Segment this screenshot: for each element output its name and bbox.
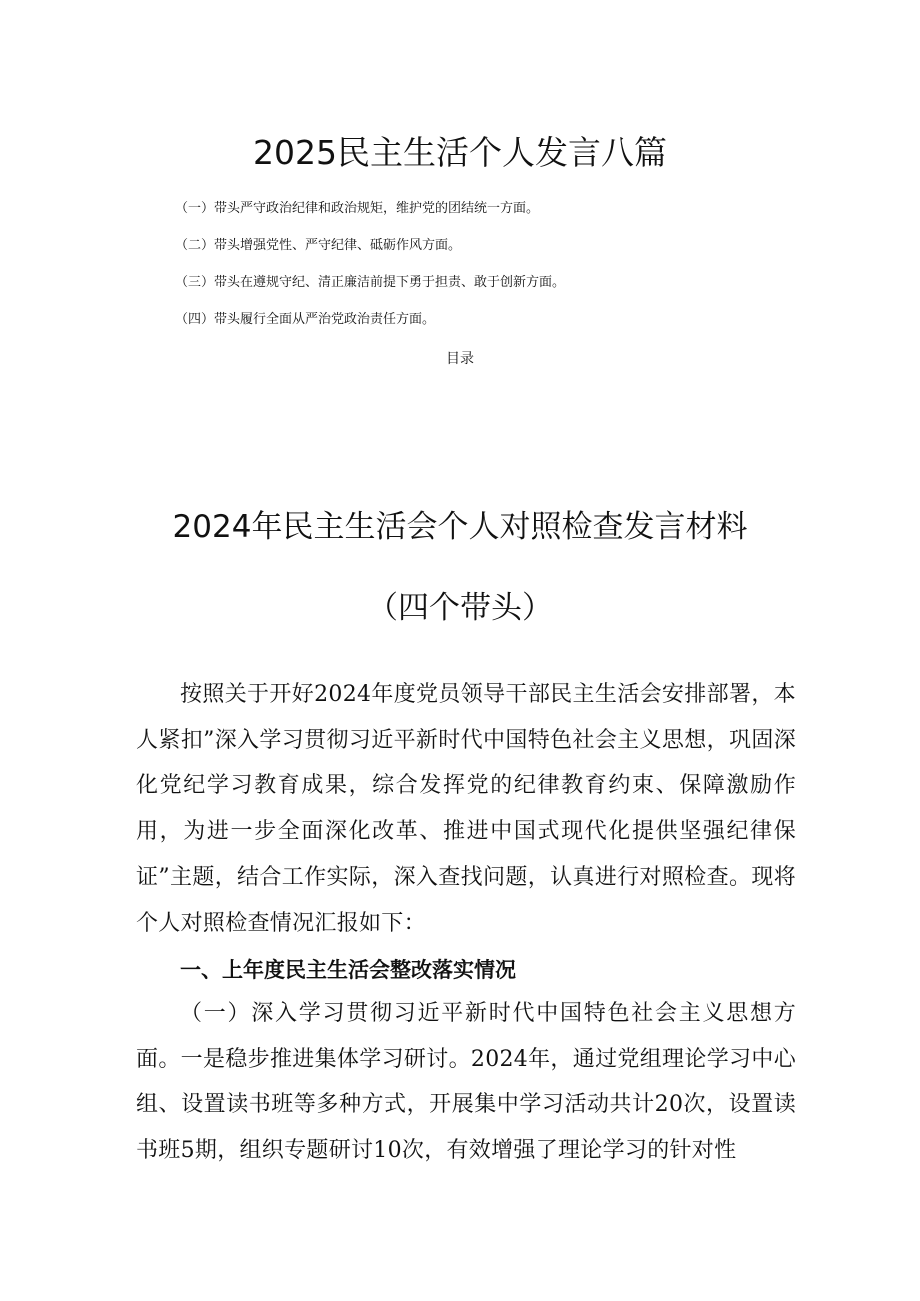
first-level-heading: 一、上年度民主生活会整改落实情况 bbox=[180, 958, 516, 982]
section-title: 2024年民主生活会个人对照检查发言材料 bbox=[172, 509, 748, 545]
toc-item[interactable]: （一）带头严守政治纪律和政治规矩，维护党的团结统一方面。 bbox=[175, 201, 540, 216]
intro-paragraph: 按照关于开好2024年度党员领导干部民主生活会安排部署，本人紧扣”深入学习贯彻习近平新时代中国特色社会主义思想，巩固深化党纪学习教育成果，综合发挥党的纪律教育约束、保障激励作用，为进一步全面深化改革、推进中国式现代化提供坚强纪律保证”主题，结合工作实际，深入查找问题，认真进行对照检查。现将个人对照检查情况汇报如下： bbox=[136, 682, 796, 936]
document-title: 2025民主生活个人发言八篇 bbox=[253, 133, 667, 172]
table-of-contents bbox=[175, 196, 775, 344]
toc-heading: 目录 bbox=[446, 351, 474, 367]
toc-item[interactable]: （四）带头履行全面从严治党政治责任方面。 bbox=[175, 312, 436, 327]
body-paragraph: （一）深入学习贯彻习近平新时代中国特色社会主义思想方面。一是稳步推进集体学习研讨。2024年，通过党组理论学习中心组、设置读书班等多种方式，开展集中学习活动共计20次，设置读书班5期，组织专题研讨10次，有效增强了理论学习的针对性 bbox=[136, 1001, 796, 1164]
toc-item[interactable]: （三）带头在遵规守纪、清正廉洁前提下勇于担责、敢于创新方面。 bbox=[175, 275, 566, 290]
toc-item[interactable]: （二）带头增强党性、严守纪律、砥砺作风方面。 bbox=[175, 238, 462, 253]
section-subtitle: （四个带头） bbox=[367, 590, 553, 626]
